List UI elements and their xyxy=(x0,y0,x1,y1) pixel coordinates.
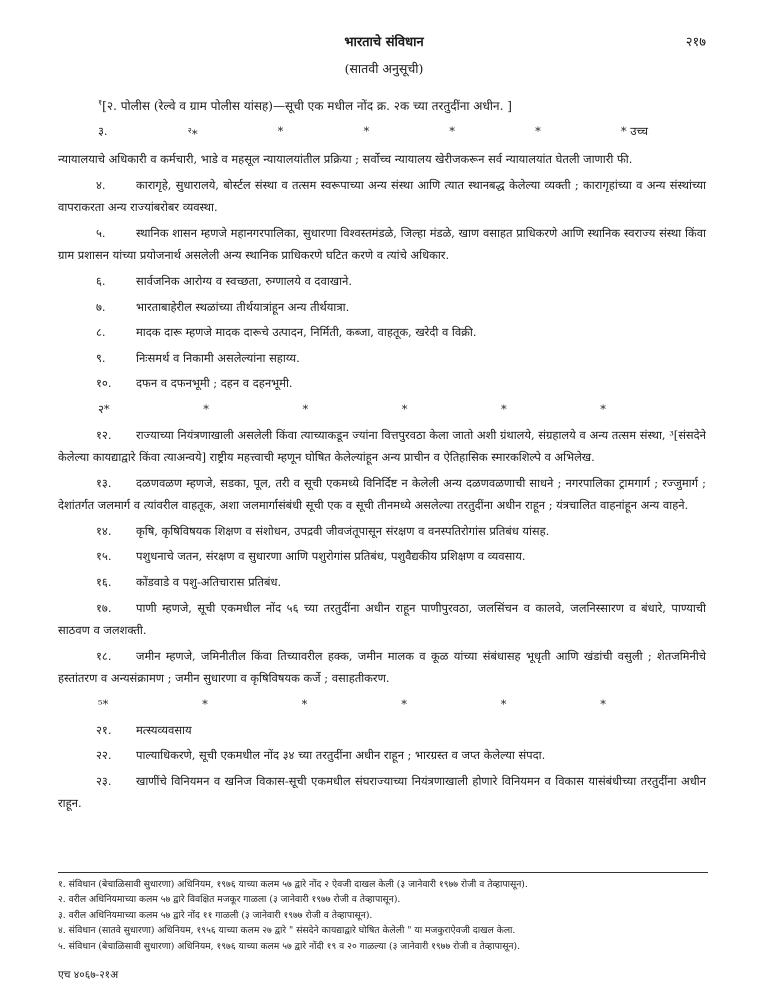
omission-star: * xyxy=(500,401,507,416)
footnote: २. वरील अधिनियमाच्या कलम ५७ द्वारे विवक्षित मजकूर गाळला (३ जानेवारी १९७७ रोजी व तेव्हापासून). xyxy=(58,894,401,906)
footnote-ref-1: १ xyxy=(98,98,103,107)
entry-16: १६. कोंडवाडे व पशु-अतिचारास प्रतिबंध. xyxy=(96,575,282,590)
omission-star: $^२$* xyxy=(187,125,198,141)
omission-star: * xyxy=(302,401,309,416)
entry-6: ६. सार्वजनिक आरोग्य व स्वच्छता, रुग्णालये व दवाखाने. xyxy=(96,273,352,288)
footnote: ५. संविधान (बेचाळिसावी सुधारणा) अधिनियम, १९७६ याच्या कलम ५७ द्वारे नोंदी १९ व २० गाळल्या (३ जानेवारी १९७७ रोजी व तेव्हापासून). xyxy=(58,940,521,952)
entry-14: १४. कृषि, कृषिविषयक शिक्षण व संशोधन, उपद्रवी जीवजंतूपासून संरक्षण व वनस्पतिरोगांस प्रतिबंध यांसह. xyxy=(96,523,550,538)
omission-star: * xyxy=(535,123,541,138)
schedule-title: (सातवी अनुसूची) xyxy=(344,61,424,76)
page-number: २१७ xyxy=(685,35,706,50)
footnotes xyxy=(58,877,718,954)
document-body xyxy=(58,92,706,818)
footnote: १. संविधान (बेचाळिसावी सुधारणा) अधिनियम, १९७६ याच्या कलम ५७ द्वारे नोंद २ ऐवजी दाखल केली (३ जानेवारी १९७७ रोजी व तेव्हापासून). xyxy=(58,879,528,890)
entry-7: ७. भारताबाहेरील स्थळांच्या तीर्थयात्रांहून अन्य तीर्थयात्रा. xyxy=(96,299,350,314)
entry-8: ८. मादक दारू म्हणजे मादक दारूचे उत्पादन, निर्मिती, कब्जा, वाहतूक, खरेदी व विक्री. xyxy=(96,325,477,340)
omission-star: * xyxy=(500,697,507,712)
omitted-entries-stars-2 xyxy=(58,693,706,716)
entry-3-stars xyxy=(58,120,706,145)
omission-star: * xyxy=(600,401,606,416)
entry-13: १३. दळणवळण म्हणजे, सडका, पूल, तरी व सूची एकमध्ये विनिर्दिष्ट न केलेली अन्य दळणवळणाची साधने ; नगरपालिका ट्रामगार्ग ; रज्जुमार्ग ; देशांतर्गत जलमार्ग व त्यांवरील वाहतूक, अशा जलमार्गासंबंधी सूची एक व सूची तीनमध्ये असलेल्या तरतुदींना अधीन राहून ; यंत्रचालित वाहनांहून अन्य वाहने. xyxy=(58,475,706,513)
page-code: एच ४०६७-२१अ xyxy=(58,969,119,981)
omission-star: * उच्च xyxy=(620,123,648,138)
entry-9: ९. निःसमर्थ व निकामी असलेल्यांना सहाय्य. xyxy=(96,350,300,365)
omission-star: * xyxy=(401,697,407,712)
omission-star: २* xyxy=(98,401,110,416)
footnote-divider xyxy=(58,872,708,873)
page-title: भारताचे संविधान xyxy=(344,35,424,50)
entry-3-text: न्यायालयाचे अधिकारी व कर्मचारी, भाडे व महसूल न्यायालयांतील प्रक्रिया ; सर्वोच्च न्यायालय खेरीजकरून सर्व न्यायालयांत घेतली जाणारी फी. xyxy=(58,151,633,166)
entry-15: १५. पशुधनाचे जतन, संरक्षण व सुधारणा आणि पशुरोगांस प्रतिबंध, पशुवैद्यकीय प्रशिक्षण व व्यवसाय. xyxy=(96,549,526,564)
omitted-entries-stars xyxy=(58,398,706,421)
entry-12: १२. राज्याच्या नियंत्रणाखाली असलेली किंवा त्याच्याकडून ज्यांना वित्तपुरवठा केला जातो अशी ग्रंथालये, संग्रहालये व अन्य तत्सम संस्था, ³[संसदेने केलेल्या कायद्याद्वारे किंवा त्याअन्वये] राष्ट्रीय महत्त्वाची म्हणून घोषित केलेल्यांहून अन्य प्राचीन व ऐतिहासिक स्मारकशिल्पे व अभिलेख. xyxy=(58,427,706,465)
entry-21: २१. मत्स्यव्यवसाय xyxy=(96,722,192,737)
entry-17: १७. पाणी म्हणजे, सूची एकमधील नोंद ५६ च्या तरतुदींना अधीन राहून पाणीपुरवठा, जलसिंचन व कालवे, जलनिस्सारण व बंधारे, पाण्याची साठवण व जलशक्ती. xyxy=(58,600,706,638)
omission-star: * xyxy=(277,123,284,138)
entry-18: १८. जमीन म्हणजे, जमिनीतील किंवा तिच्यावरील हक्क, जमीन मालक व कूळ यांच्या संबंधासह भूधृती आणि खंडांची वसुली ; शेतजमिनीचे हस्तांतरण व अन्यसंक्रामण ; जमीन सुधारणा व कृषिविषयक कर्जे ; वसाहतीकरण. xyxy=(58,648,706,686)
omission-star: * xyxy=(363,123,370,138)
omission-star: * xyxy=(202,697,208,712)
entry-4: ४. कारागृहे, सुधारालये, बोर्स्टल संस्था व तत्सम स्वरूपाच्या अन्य संस्था आणि त्यात स्थानबद्ध केलेल्या व्यक्ती ; कारागृहांच्या व अन्य संस्थांच्या वापराकरता अन्य राज्यांबरोबर व्यवस्था. xyxy=(58,177,706,215)
omission-star: * xyxy=(203,401,209,416)
footnote: ३. वरील अधिनियमाच्या कलम ५७ द्वारे नोंद ११ गाळली (३ जानेवारी १९७७ रोजी व तेव्हापासून). xyxy=(58,909,373,921)
omission-star: ⁵* xyxy=(98,697,109,712)
entry-22: २२. पाल्याधिकरणे, सूची एकमधील नोंद ३४ च्या तरतुदींना अधीन राहून ; भारग्रस्त व जप्त केलेल्या संपदा. xyxy=(96,748,546,763)
omission-star: * xyxy=(301,697,308,712)
entry-10: १०. दफन व दफनभूमी ; दहन व दहनभूमी. xyxy=(96,376,293,391)
omission-star: * xyxy=(449,123,455,138)
footnote: ४. संविधान (सातवे सुधारणा) अधिनियम, १९५६ याच्या कलम २७ द्वारे " संसदेने कायद्याद्वारे घोषित केलेली " या मजकुराऐवजी दाखल केला. xyxy=(58,925,516,937)
entry-5: ५. स्थानिक शासन म्हणजे महानगरपालिका, सुधारणा विश्वस्तमंडळे, जिल्हा मंडळे, खाण वसाहत प्राधिकरणे आणि स्थानिक स्वराज्य संस्था किंवा ग्राम प्रशासन यांच्या प्रयोजनार्थ असलेली अन्य स्थानिक प्राधिकरणे घटित करणे व त्यांचे अधिकार. xyxy=(58,225,706,263)
entry-number: ३. xyxy=(98,123,108,138)
omission-star: * xyxy=(600,697,606,712)
entry-2: $^१$[२. पोलीस (रेल्वे व ग्राम पोलीस यांसह)—सूची एक मधील नोंद क्र. २क च्या तरतुदींना अधीन. ] xyxy=(98,98,512,113)
entry-23: २३. खाणींचे विनियमन व खनिज विकास-सूची एकमधील संघराज्याच्या नियंत्रणाखाली होणारे विनियमन व विकास यासंबंधीच्या तरतुदींना अधीन राहून. xyxy=(58,773,706,811)
omission-star: * xyxy=(401,401,408,416)
